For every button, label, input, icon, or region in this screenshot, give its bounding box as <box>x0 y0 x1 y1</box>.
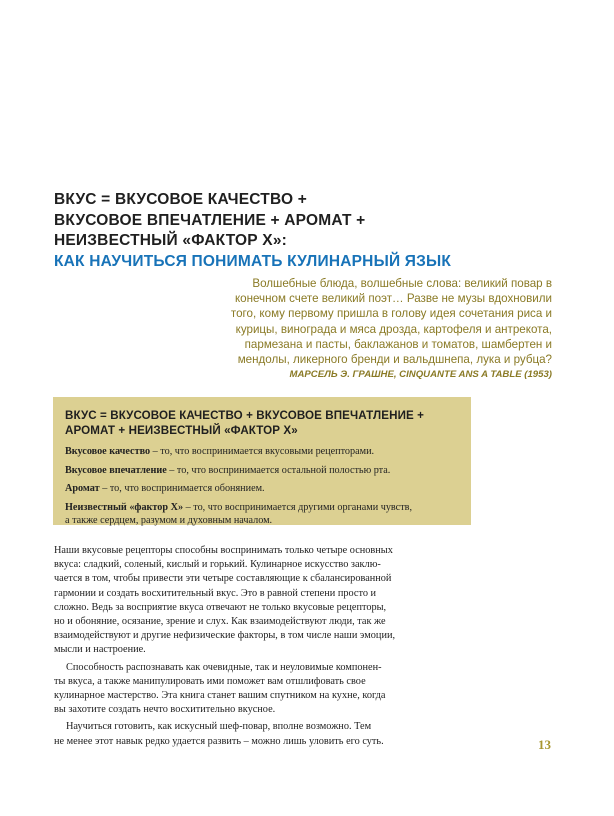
body-paragraph-2 <box>54 661 396 718</box>
epigraph-line: пармезана и пасты, баклажанов и томатов, шамбертен и <box>244 337 552 351</box>
heading-line-2: ВКУСОВОЕ ВПЕЧАТЛЕНИЕ + АРОМАТ + <box>54 211 366 229</box>
heading-line-1: ВКУС = ВКУСОВОЕ КАЧЕСТВО + <box>54 191 307 208</box>
body-line: вкуса: сладкий, соленый, кислый и горький. Кулинарное искусство заклю- <box>54 559 381 571</box>
box-title-line-1: ВКУС = ВКУСОВОЕ КАЧЕСТВО + ВКУСОВОЕ ВПЕЧАТЛЕНИЕ + <box>65 409 425 422</box>
epigraph-line: курицы, винограда и мяса дрозда, картофеля и антрекота, <box>235 322 552 336</box>
body-line: но и обоняние, осязание, зрение и слух. Как взаимодействуют люди, так же <box>54 616 386 628</box>
epigraph-line: мендолы, ликерного бренди и вальдшнепа, лука и рубца? <box>237 353 552 367</box>
definition-text: – то, что воспринимается обонянием. <box>99 483 265 495</box>
page-number: 13 <box>538 737 551 752</box>
definition-item <box>65 482 459 496</box>
heading-subtitle: КАК НАУЧИТЬСЯ ПОНИМАТЬ КУЛИНАРНЫЙ ЯЗЫК <box>54 252 452 270</box>
definition-box <box>53 397 471 525</box>
body-line: вы захотите создать нечто восхитительно вкусное. <box>54 704 276 716</box>
box-title-line-2: АРОМАТ + НЕИЗВЕСТНЫЙ «ФАКТОР Х» <box>65 424 298 437</box>
epigraph-author: МАРСЕЛЬ Э. ГРАШНЕ, CINQUANTE ANS A TABLE (1953) <box>289 369 552 381</box>
chapter-heading <box>54 190 524 272</box>
body-line: ты вкуса, а также манипулировать ими поможет вам отшлифовать свое <box>54 675 366 687</box>
body-line: чается в том, чтобы привести эти четыре составляющие к сбалансированной <box>54 573 392 585</box>
body-text <box>54 544 396 749</box>
heading-line-3: НЕИЗВЕСТНЫЙ «ФАКТОР Х»: <box>54 232 288 249</box>
definition-item <box>65 445 459 459</box>
body-line: Способность распознавать как очевидные, так и неуловимые компонен- <box>66 661 382 673</box>
body-line: сложно. Ведь за восприятие вкуса отвечают не только вкусовые рецепторы, <box>54 601 387 613</box>
definition-text: – то, что воспринимается другими органами чувств, <box>183 501 413 513</box>
body-paragraph-1 <box>54 544 396 658</box>
epigraph-line: Волшебные блюда, волшебные слова: великий повар в <box>252 277 552 290</box>
body-line: гармонии и создать восхитительный вкус. Это в равной степени просто и <box>54 587 377 599</box>
definition-list <box>65 445 459 528</box>
epigraph-line: того, кому первому пришла в голову идея сочетания риса и <box>230 307 552 321</box>
epigraph <box>222 276 552 382</box>
definition-term: Неизвестный «фактор Х» <box>65 501 184 513</box>
body-line: мысли и настроение. <box>54 644 146 656</box>
body-line: Наши вкусовые рецепторы способны воспринимать только четыре основных <box>54 545 393 556</box>
epigraph-quote <box>222 276 552 367</box>
body-paragraph-3 <box>54 720 396 748</box>
body-line: взаимодействуют и другие нефизические факторы, в том числе наши эмоции, <box>54 630 396 642</box>
definition-item <box>65 501 459 528</box>
definition-term: Вкусовое качество <box>65 446 151 457</box>
definition-term: Вкусовое впечатление <box>65 464 167 476</box>
definition-text-continued: а также сердцем, разумом и духовным началом. <box>65 515 273 527</box>
body-line: кулинарное мастерство. Эта книга станет вашим спутником на кухне, когда <box>54 690 386 702</box>
definition-term: Аромат <box>65 483 100 495</box>
definition-item <box>65 464 459 478</box>
definition-text: – то, что воспринимается остальной полостью рта. <box>166 464 391 476</box>
body-line: Научиться готовить, как искусный шеф-повар, вполне возможно. Тем <box>66 721 372 733</box>
epigraph-line: конечном счете великий поэт… Разве не музы вдохновили <box>234 292 552 306</box>
body-line: не менее этот навык редко удается развить – можно лишь уловить его суть. <box>54 735 384 747</box>
definition-text: – то, что воспринимается вкусовыми рецепторами. <box>150 446 375 457</box>
definition-box-title <box>65 408 459 438</box>
